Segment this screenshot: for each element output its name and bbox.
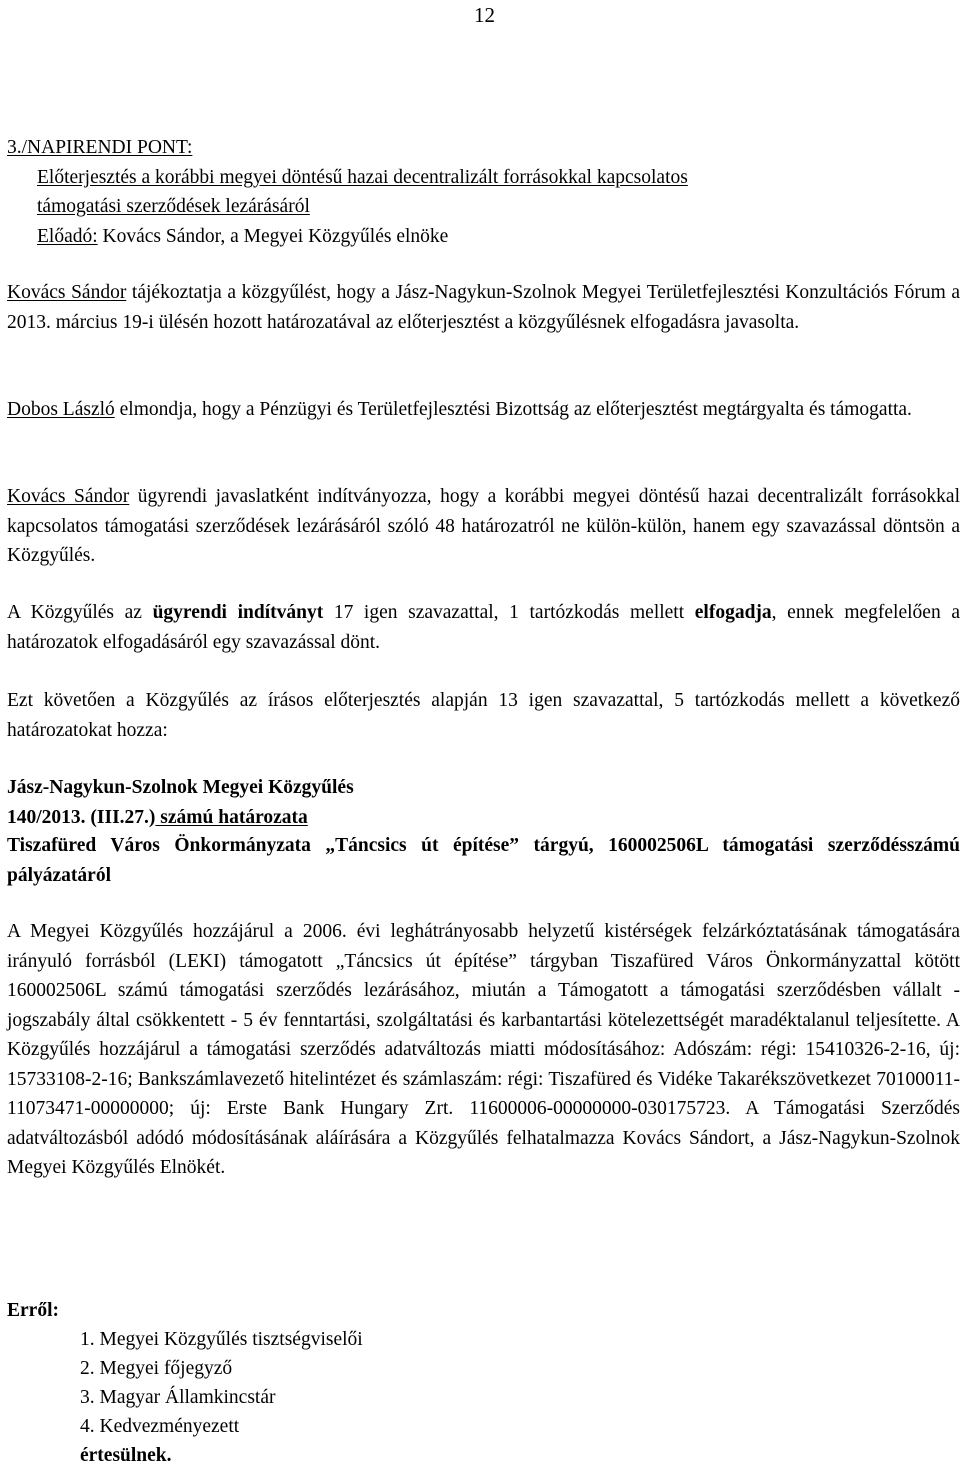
paragraph-forum-info xyxy=(7,278,960,337)
text-segment: 17 igen szavazattal, 1 tartózkodás mellett xyxy=(323,602,695,623)
presenter-text: Kovács Sándor, a Megyei Közgyűlés elnöke xyxy=(97,225,449,247)
agenda-subject-line2: támogatási szerződések lezárásáról xyxy=(37,196,310,217)
resolution-header xyxy=(7,773,960,832)
resolution-number-suffix: számú határozata xyxy=(155,806,308,828)
recipient-item: 2. Megyei főjegyző xyxy=(80,1358,233,1379)
bold-segment: elfogadja xyxy=(694,602,772,623)
resolution-title: Tiszafüred Város Önkormányzata „Táncsics út építése” tárgyú, 160002506L támogatási szerződésszámú pályázatáról xyxy=(7,835,960,886)
paragraph-vote-motion xyxy=(7,598,960,657)
recipient-item: 4. Kedvezményezett xyxy=(80,1416,240,1437)
bold-segment: ügyrendi indítványt xyxy=(152,602,324,623)
speaker-name: Dobos László xyxy=(7,399,115,420)
paragraph-committee xyxy=(7,395,960,425)
paragraph-text: tájékoztatja a közgyűlést, hogy a Jász-Nagykun-Szolnok Megyei Területfejlesztési Konzultációs Fórum a 2013. március 19-i ülésén hozott határozatával az előterjesztést a közgyűlésnek elfogadásra javasolta. xyxy=(7,282,960,333)
resolution-body: Jász-Nagykun-Szolnok Megyei Közgyűlés xyxy=(7,777,354,798)
text-segment: A Közgyűlés az xyxy=(7,602,153,623)
paragraph-text: Ezt követően a Közgyűlés az írásos előterjesztés alapján 13 igen szavazattal, 5 tartózkodás mellett a következő határozatokat hozza: xyxy=(7,690,960,741)
speaker-name: Kovács Sándor xyxy=(7,282,127,303)
text-segment: , ennek megfelelően a határozatok elfogadásáról egy szavazással dönt. xyxy=(7,602,960,653)
resolution-number: 140/2013. (III.27.) xyxy=(7,806,156,828)
recipient-item: 1. Megyei Közgyűlés tisztségviselői xyxy=(80,1329,363,1350)
paragraph-text: elmondja, hogy a Pénzügyi és Területfejlesztési Bizottság az előterjesztést megtárgyalta és támogatta. xyxy=(114,399,912,420)
agenda-subject-line1: Előterjesztés a korábbi megyei döntésű hazai decentralizált forrásokkal kapcsolatos xyxy=(37,166,688,188)
agenda-block xyxy=(7,133,960,251)
recipient-item: 3. Magyar Államkincstár xyxy=(80,1387,276,1408)
paragraph-procedural-motion xyxy=(7,482,960,571)
paragraph-resolutions-intro xyxy=(7,686,960,745)
notification-closing: értesülnek. xyxy=(80,1445,172,1466)
presenter-label: Előadó: xyxy=(37,225,98,247)
notification-label: Erről: xyxy=(7,1300,59,1321)
page-number: 12 xyxy=(474,3,495,27)
speaker-name: Kovács Sándor xyxy=(7,486,130,507)
agenda-heading: 3./NAPIRENDI PONT: xyxy=(7,137,193,158)
paragraph-text: ügyrendi javaslatként indítványozza, hogy a korábbi megyei döntésű hazai decentralizált forrásokkal kapcsolatos támogatási szerződések lezárásáról szóló 48 határozatról ne külön-külön, hanem egy szavazással döntsön a Közgyűlés. xyxy=(7,486,960,566)
resolution-text: A Megyei Közgyűlés hozzájárul a 2006. évi leghátrányosabb helyzetű kistérségek felzárkóztatásának támogatására irányuló forrásból (LEKI) támogatott „Táncsics út építése” tárgyban Tiszafüred Város Önkormányzattal kötött 160002506L számú támogatási szerződés lezárásához, miután a Támogatott a támogatási szerződésben vállalt - jogszabály által csökkentett - 5 év fenntartási, szolgáltatási és karbantartási kötelezettségét maradéktalanul teljesítette. A Közgyűlés hozzájárul a támogatási szerződés adatváltozás miatti módosításához: Adószám: régi: 15410326-2-16, új: 15733108-2-16; Bankszámlavezető hitelintézet és számlaszám: régi: Tiszafüred és Vidéke Takarékszövetkezet 70100011-11073471-00000000; új: Erste Bank Hungary Zrt. 11600006-00000000-030175723. A Támogatási Szerződés adatváltozásból adódó módosításának aláírására a Közgyűlés felhatalmazza Kovács Sándort, a Jász-Nagykun-Szolnok Megyei Közgyűlés Elnökét. xyxy=(7,921,960,1178)
